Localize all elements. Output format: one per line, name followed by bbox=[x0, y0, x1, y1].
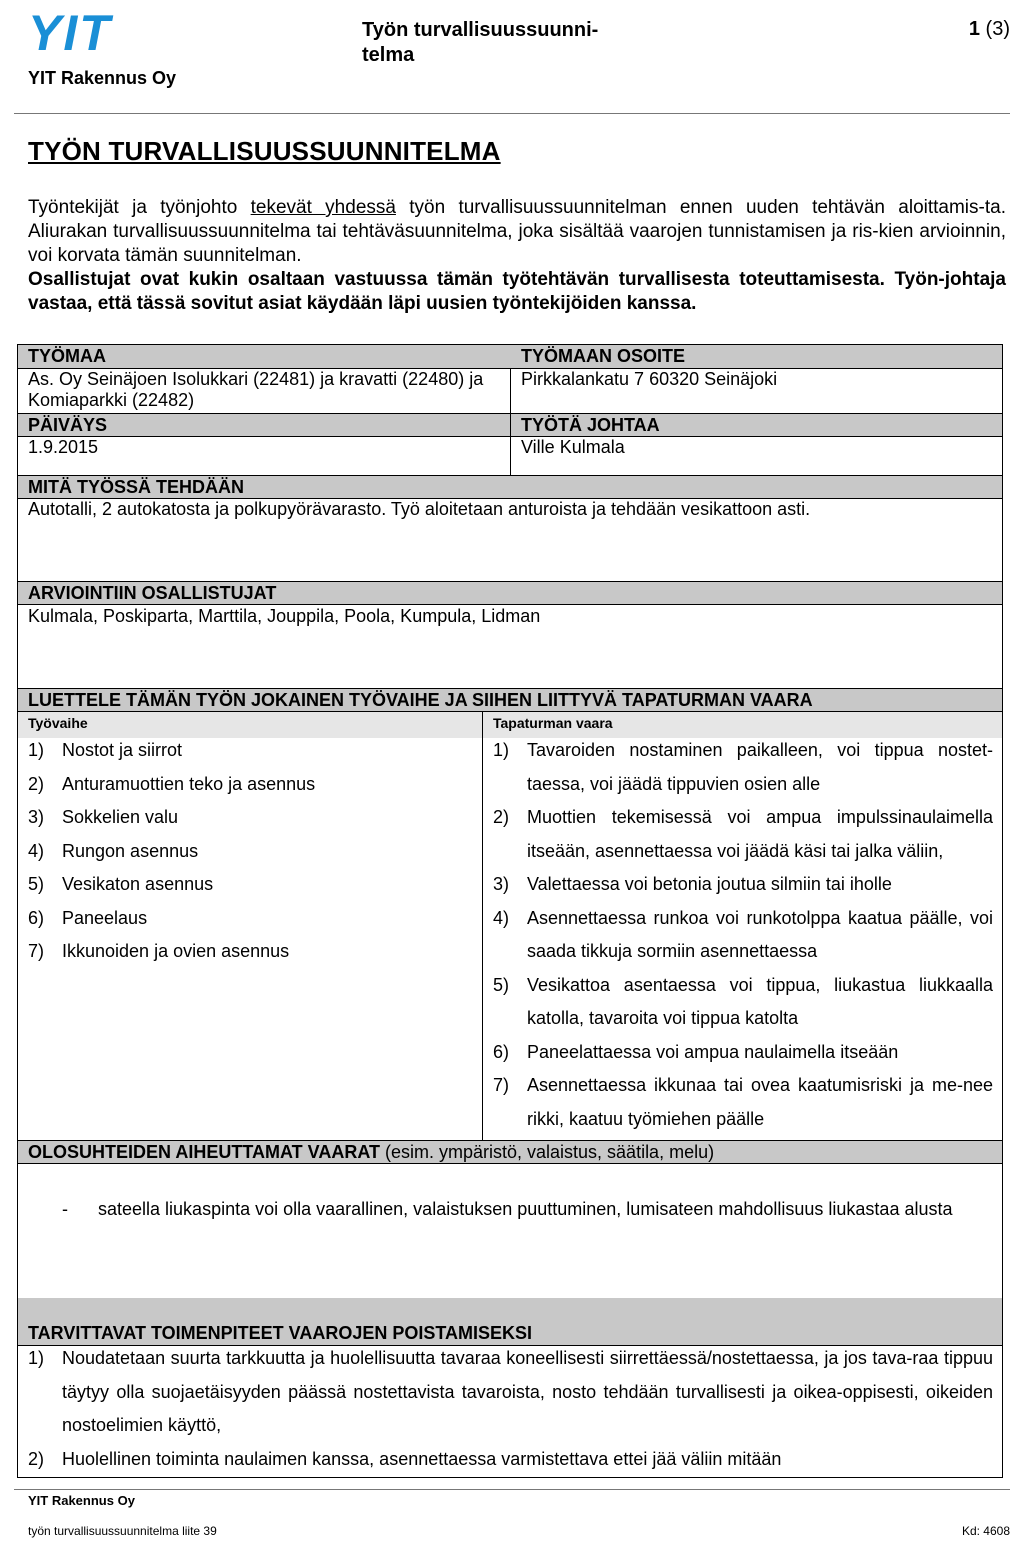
footer-code: Kd: 4608 bbox=[961, 1524, 1010, 1538]
tyovaihe-item-number: 4) bbox=[28, 840, 45, 861]
vaara-item-text: Vesikattoa asentaessa voi tippua, liukastua liukkaalla katolla, tavaroita voi tippua katolta bbox=[527, 974, 993, 1028]
vaara-item-text: Asennettaessa ikkunaa tai ovea kaatumisriski ja me-nee rikki, kaatuu työmiehen päälle bbox=[527, 1075, 993, 1129]
tyovaihe-item bbox=[28, 902, 468, 936]
header-divider bbox=[14, 113, 1010, 114]
column-divider-list bbox=[482, 712, 483, 1140]
vaara-item bbox=[493, 868, 993, 902]
toimenpiteet-label: TARVITTAVAT TOIMENPITEET VAAROJEN POISTAMISEKSI bbox=[28, 1323, 533, 1343]
document-title-line2: telma bbox=[362, 44, 415, 66]
olosuhteet-bullet: - bbox=[62, 1199, 68, 1219]
toimenpide-item-number: 1) bbox=[28, 1348, 45, 1368]
vaara-label: Tapaturman vaara bbox=[493, 715, 613, 731]
tyovaihe-label: Työvaihe bbox=[28, 715, 88, 731]
tyovaihe-item-number: 1) bbox=[28, 740, 45, 760]
paivays-label: PÄIVÄYS bbox=[28, 415, 108, 435]
vaara-item-number: 4) bbox=[493, 907, 510, 928]
tyovaihe-item bbox=[28, 801, 468, 835]
osoite-label: TYÖMAAN OSOITE bbox=[521, 346, 686, 366]
tyovaihe-item bbox=[28, 734, 468, 768]
tyovaihe-item-number: 6) bbox=[28, 907, 45, 928]
toimenpide-item-number: 2) bbox=[28, 1448, 45, 1469]
olosuhteet-item bbox=[62, 1193, 993, 1227]
luettele-header: LUETTELE TÄMÄN TYÖN JOKAINEN TYÖVAIHE JA SIIHEN LIITTYVÄ TAPATURMAN VAARA bbox=[18, 688, 1002, 712]
tyovaihe-item-text: Rungon asennus bbox=[62, 840, 199, 861]
vaara-list bbox=[493, 734, 993, 1136]
vaara-item bbox=[493, 902, 993, 969]
toimenpide-item-text: Noudatetaan suurta tarkkuutta ja huolellisuutta tavaraa koneellisesti siirrettäessä/nostettaessa, ja jos tava-raa tippuu täytyy olla suojaetäisyyden päässä nostettavista tavaroista, nosto tehdään turvallisesti ja oikea-oppisesti, oikeiden nostoelimien käyttö, bbox=[62, 1348, 993, 1435]
page-number bbox=[969, 18, 1010, 41]
tyovaihe-list bbox=[28, 734, 468, 969]
vaara-item-text: Muottien tekemisessä voi ampua impulssinaulaimella itseään, asennettaessa voi jäädä käsi tai jalka väliin, bbox=[527, 807, 993, 861]
vaara-item-number: 1) bbox=[493, 740, 510, 760]
form-header-row-1 bbox=[18, 345, 1002, 369]
tyovaihe-item-text: Anturamuottien teko ja asennus bbox=[62, 773, 316, 794]
vaara-item bbox=[493, 1069, 993, 1136]
intro-p1-start: Työntekijät ja työnjohto bbox=[28, 197, 251, 218]
tyovaihe-item bbox=[28, 935, 468, 969]
olosuhteet-value: sateella liukaspinta voi olla vaarallinen, valaistuksen puuttuminen, lumisateen mahdollisuus liukastaa alusta bbox=[98, 1199, 953, 1219]
tyovaihe-item-text: Ikkunoiden ja ovien asennus bbox=[62, 941, 290, 961]
vaara-item-number: 5) bbox=[493, 974, 510, 995]
vaara-item-number: 3) bbox=[493, 874, 510, 894]
osallistujat-header: ARVIOINTIIN OSALLISTUJAT bbox=[18, 581, 1002, 605]
tyovaihe-item bbox=[28, 768, 468, 802]
vaara-item bbox=[493, 734, 993, 801]
vaara-item-number: 6) bbox=[493, 1041, 510, 1062]
vaara-item-text: Valettaessa voi betonia joutua silmiin tai iholle bbox=[527, 874, 892, 894]
tyomaa-label: TYÖMAA bbox=[28, 346, 106, 366]
intro-p1-underlined: tekevät yhdessä bbox=[250, 197, 396, 218]
tyovaihe-item-number: 7) bbox=[28, 941, 45, 961]
olosuhteet-list bbox=[62, 1193, 993, 1227]
toimenpide-item-text: Huolellinen toiminta naulaimen kanssa, asennettaessa varmistettava ettei jää väliin mitään bbox=[62, 1448, 782, 1469]
tyovaihe-item-text: Sokkelien valu bbox=[62, 807, 179, 827]
johtaa-label: TYÖTÄ JOHTAA bbox=[521, 415, 660, 435]
intro-p1-rest: työn turvallisuussuunnitelman ennen uuden tehtävän aloittamis-ta. Aliurakan turvallisuussuunnitelma tai tehtäväsuunnitelma, joka sisältää vaarojen tunnistamisen ja ris-kien arvioinnin, voi korvata tämän suunnitelman. bbox=[28, 197, 1006, 266]
tyovaihe-item-number: 3) bbox=[28, 807, 45, 827]
vaara-item-number: 7) bbox=[493, 1075, 510, 1095]
vaara-item bbox=[493, 801, 993, 868]
toimenpiteet-list bbox=[28, 1342, 993, 1476]
paivays-value: 1.9.2015 bbox=[28, 437, 99, 457]
tyovaihe-item-number: 2) bbox=[28, 773, 45, 794]
vaara-item bbox=[493, 1036, 993, 1070]
page-total: (3) bbox=[985, 18, 1010, 40]
toimenpide-item bbox=[28, 1342, 993, 1443]
intro-text bbox=[28, 196, 1006, 316]
footer-document-name: työn turvallisuussuunnitelma liite 39 bbox=[28, 1524, 217, 1538]
document-title bbox=[362, 18, 662, 68]
tyovaihe-item bbox=[28, 835, 468, 869]
olosuhteet-hint: (esim. ympäristö, valaistus, säätila, melu) bbox=[379, 1142, 715, 1162]
vaara-item-text: Asennettaessa runkoa voi runkotolppa kaatua päälle, voi saada tikkuja sormiin asennettaessa bbox=[527, 907, 993, 961]
intro-p2-bold: Osallistujat ovat kukin osaltaan vastuussa tämän työtehtävän turvallisesta toteuttamisesta. Työn-johtaja vastaa, että tässä sovitut asiat käydään läpi uusien työntekijöiden kanssa. bbox=[28, 269, 1006, 314]
safety-form bbox=[17, 344, 1003, 1478]
tyomaa-value: As. Oy Seinäjoen Isolukkari (22481) ja kravatti (22480) ja Komiaparkki (22482) bbox=[28, 369, 484, 410]
vaara-item-number: 2) bbox=[493, 807, 510, 827]
tyovaihe-item-text: Vesikaton asennus bbox=[62, 874, 214, 894]
mita-header: MITÄ TYÖSSÄ TEHDÄÄN bbox=[18, 475, 1002, 499]
tyovaihe-item-text: Nostot ja siirrot bbox=[62, 740, 183, 760]
vaara-item-text: Tavaroiden nostaminen paikalleen, voi tippua nostet-taessa, voi jäädä tippuvien osien alle bbox=[527, 740, 993, 794]
logo-text: YIT bbox=[28, 12, 112, 54]
vaara-item bbox=[493, 969, 993, 1036]
osallistujat-value: Kulmala, Poskiparta, Marttila, Jouppila, Poola, Kumpula, Lidman bbox=[28, 606, 541, 626]
tyovaihe-item-number: 5) bbox=[28, 874, 45, 894]
tyovaihe-item bbox=[28, 868, 468, 902]
document-title-line1: Työn turvallisuussuunni- bbox=[362, 19, 599, 41]
yit-logo bbox=[28, 12, 158, 54]
toimenpide-item bbox=[28, 1443, 993, 1477]
footer-company: YIT Rakennus Oy bbox=[28, 1493, 135, 1508]
toimenpiteet-header bbox=[18, 1298, 1002, 1346]
johtaa-value: Ville Kulmala bbox=[521, 437, 625, 457]
tyovaihe-item-text: Paneelaus bbox=[62, 907, 148, 928]
page-current: 1 bbox=[968, 18, 980, 40]
vaara-item-text: Paneelattaessa voi ampua naulaimella itseään bbox=[527, 1041, 899, 1062]
olosuhteet-header bbox=[18, 1140, 1002, 1164]
company-name: YIT Rakennus Oy bbox=[28, 68, 177, 88]
column-divider-top bbox=[510, 369, 511, 475]
olosuhteet-label: OLOSUHTEIDEN AIHEUTTAMAT VAARAT bbox=[28, 1142, 380, 1162]
footer-divider bbox=[14, 1489, 1010, 1490]
mita-value: Autotalli, 2 autokatosta ja polkupyörävarasto. Työ aloitetaan anturoista ja tehdään vesikattoon asti. bbox=[28, 499, 811, 519]
osoite-value: Pirkkalankatu 7 60320 Seinäjoki bbox=[521, 369, 778, 389]
main-heading: TYÖN TURVALLISUUSSUUNNITELMA bbox=[28, 136, 501, 166]
